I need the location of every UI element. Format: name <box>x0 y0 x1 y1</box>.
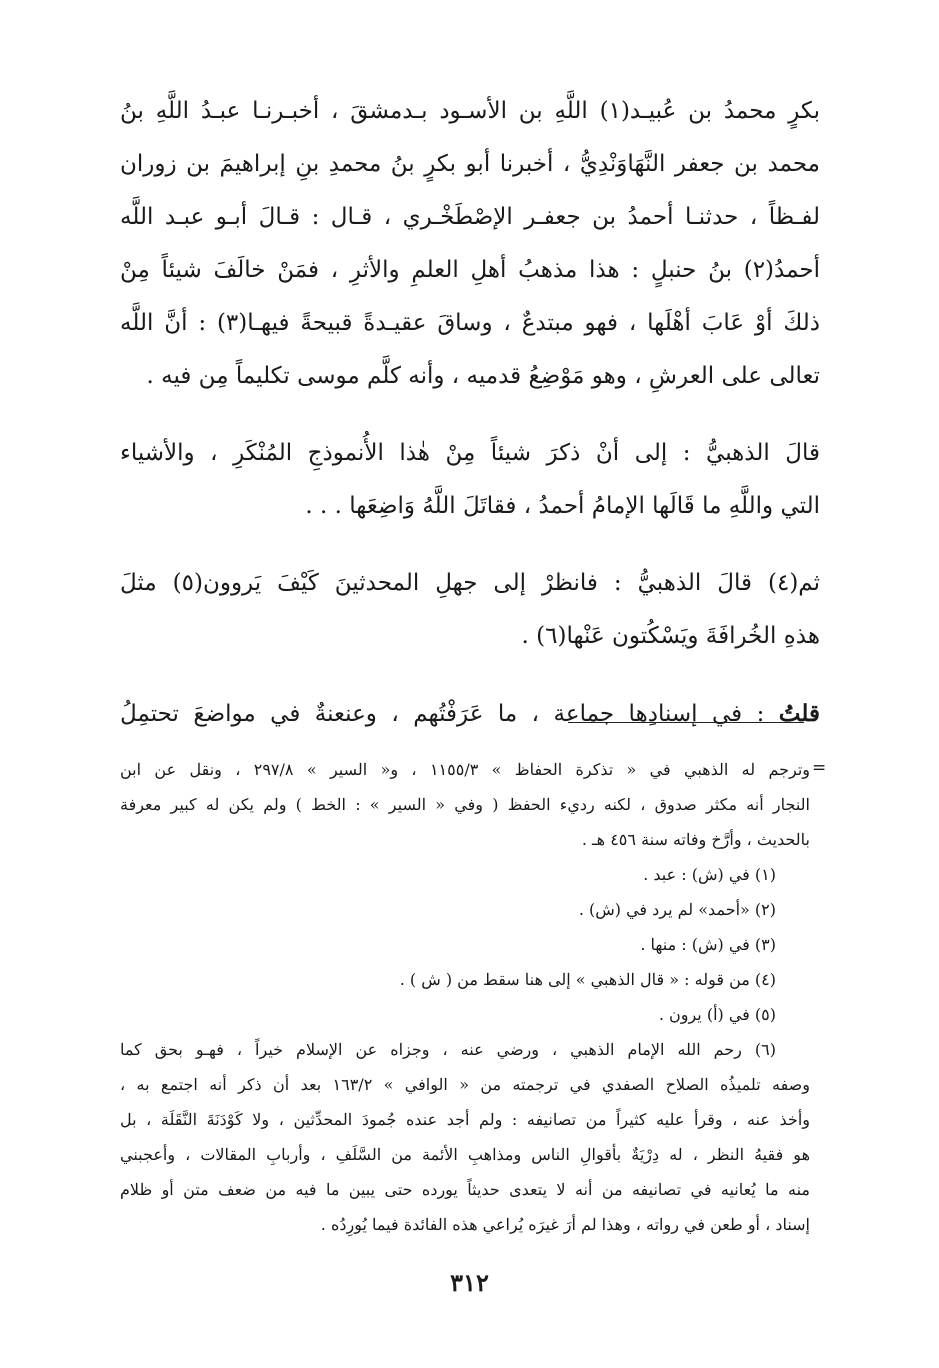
text-line: أحمدُ(٢) بنُ حنبلٍ : هذا مذهبُ أهلِ العلمِ والأثرِ ، فمَنْ خالَفَ شيئاً مِنْ <box>120 257 820 283</box>
footnote-line: منه ما يُعانيه في تصانيفه من أنه لا يتعدى حديثاً يورده حتى يبين ما فيه من ضعف متن أو ظلام <box>120 1180 810 1199</box>
footnote-2: (٢) «أحمد» لم يرد في (ش) . <box>578 900 776 919</box>
text-line: محمد بن جعفر النَّهَاوَنْدِيُّ ، أخبرنا أبو بكرٍ بنُ محمدِ بنِ إبراهيمَ بن زوران <box>120 151 820 177</box>
footnote-1: (١) في (ش) : عبد . <box>643 865 776 884</box>
footnote-line: وأخذ عنه ، وقرأ عليه كثيراً من تصانيفه : ولم أجد عنده جُمودَ المحدِّثين ، ولا كَوْدَنَةَ النَّقَلَة ، بل <box>120 1110 810 1129</box>
footnote-divider <box>568 722 804 723</box>
footnote-4: (٤) من قوله : « قال الذهبي » إلى هنا سقط من ( ش ) . <box>399 970 776 989</box>
footnote-line: وصفه تلميذُه الصلاح الصفدي في ترجمته من « الوافي » ١٦٣/٢ بعد أن ذكر أنه اجتمع به ، <box>120 1075 810 1094</box>
text-line: : في إسنادِها جماعة ، ما عَرَفْتُهم ، وعنعنةٌ في مواضعَ تحتمِلُ <box>120 701 779 727</box>
footnote-line: وترجم له الذهبي في « تذكرة الحفاظ » ١١٥٥/٣ ، و« السير » ٢٩٧/٨ ، ونقل عن ابن <box>120 760 810 779</box>
footnotes <box>120 752 810 1242</box>
footnote-3: (٣) في (ش) : منها . <box>640 935 776 954</box>
footnote-5: (٥) في (أ) يرون . <box>658 1005 776 1024</box>
text-line: بكرٍ محمدُ بن عُبيـد(١) اللَّهِ بن الأسـود بـدمشقَ ، أخبـرنـا عبـدُ اللَّهِ بنُ <box>120 98 820 124</box>
footnote-line: هو فقيهُ النظر ، له دِرْيَةٌ بأقوالِ الناس ومذاهبِ الأئمة من السَّلَفِ ، وأربابِ المقالات ، وأعجبني <box>120 1145 810 1164</box>
qultu-label: قلتُ <box>778 700 820 727</box>
footnote-line: إسناد ، أو طعن في رواته ، وهذا لم أرَ غيرَه يُراعي هذه الفائدة فيما يُورِدُه . <box>320 1215 810 1234</box>
text-line: لفـظاً ، حدثنـا أحمدُ بن جعفـر الإصْطَخْـري ، قـال : قـالَ أبـو عبـد اللَّه <box>120 204 820 230</box>
text-line: ذلكَ أوْ عَابَ أهْلَها ، فهو مبتدعٌ ، وساقَ عقيـدةً قبيحةً فيهـا(٣) : أنَّ اللَّه <box>120 310 820 336</box>
text-line: التي واللَّهِ ما قَالَها الإمامُ أحمدُ ، فقاتَلَ اللَّهُ وَاضِعَها . . . <box>305 493 820 519</box>
continuation-mark: = <box>812 758 827 778</box>
footnote-line: النجار أنه مكثر صدوق ، لكنه رديء الحفظ ( وفي « السير » : الخط ) ولم يكن له كبير معرفة <box>120 795 810 814</box>
paragraph-4 <box>120 687 820 741</box>
text-line: هذهِ الخُرافَةَ ويَسْكُتون عَنْها(٦) . <box>521 623 820 649</box>
footnote-6: (٦) رحم الله الإمام الذهبي ، ورضي عنه ، وجزاه عن الإسلام خيراً ، فهـو بحق كما <box>120 1040 776 1059</box>
text-line: تعالى على العرشِ ، وهو مَوْضِعُ قدميه ، وأنه كلَّم موسى تكليماً مِن فيه . <box>146 363 820 389</box>
text-line: ثم(٤) قالَ الذهبيُّ : فانظرْ إلى جهلِ المحدثينَ كَيْفَ يَروون(٥) مثلَ <box>120 570 820 596</box>
paragraph-2 <box>120 427 820 533</box>
text-line: قالَ الذهبيُّ : إلى أنْ ذكرَ شيئاً مِنْ هٰذا الأُنموذجِ المُنْكَرِ ، والأشياء <box>120 440 820 466</box>
main-text <box>120 85 820 741</box>
paragraph-3 <box>120 557 820 663</box>
page-number: ٣١٢ <box>450 1268 489 1297</box>
paragraph-1 <box>120 85 820 403</box>
footnote-line: بالحديث ، وأرَّخ وفاته سنة ٤٥٦ هـ . <box>581 830 810 849</box>
